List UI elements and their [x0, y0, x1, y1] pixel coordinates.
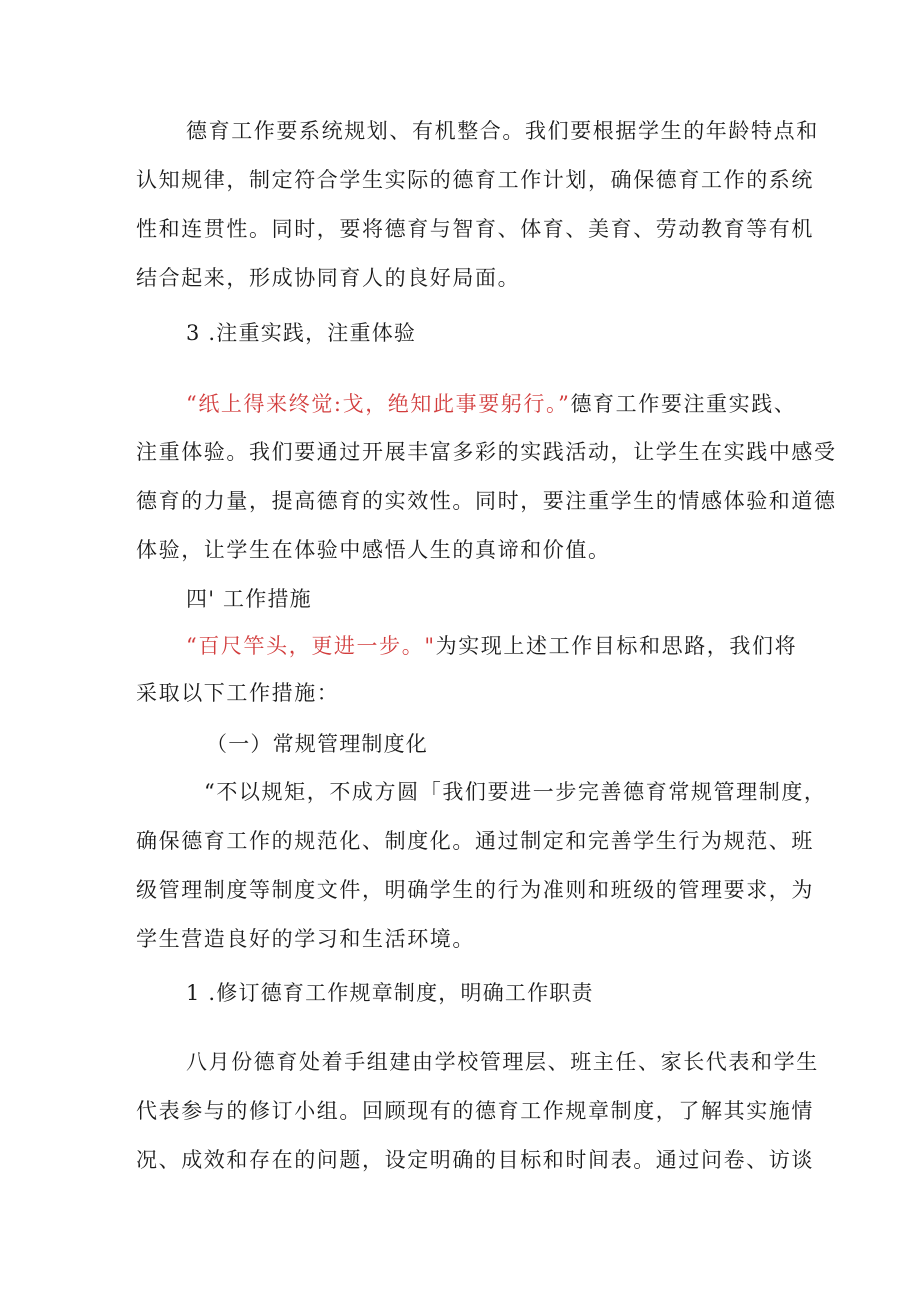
- paragraph-1-line-4: 结合起来，形成协同育人的良好局面。: [136, 266, 521, 290]
- paragraph-2-line-1-rest: 德育工作要注重实践、: [570, 392, 797, 416]
- paragraph-5-line-1: 八月份德育处着手组建由学校管理层、班主任、家长代表和学生: [186, 1050, 819, 1074]
- paragraph-4-line-3: 级管理制度等制度文件，明确学生的行为准则和班级的管理要求，为: [136, 878, 814, 902]
- paragraph-3-line-1-rest: 为实现上述工作目标和思路，我们将: [435, 634, 798, 658]
- section-heading-four: 四' 工作措施: [186, 587, 312, 611]
- paragraph-4-line-2: 确保德育工作的规范化、制度化。通过制定和完善学生行为规范、班: [136, 829, 814, 853]
- quote-red-text: “纸上得来终觉:戈，绝知此事要躬行。”: [186, 392, 571, 416]
- paragraph-2-line-3: 德育的力量，提高德育的实效性。同时，要注重学生的情感体验和道德: [136, 489, 837, 513]
- paragraph-2-line-1: [186, 389, 796, 419]
- section-heading-3: 3 .注重实践，注重体验: [186, 321, 417, 345]
- paragraph-5-line-3: 况、成效和存在的问题，设定明确的目标和时间表。通过问卷、访谈: [136, 1148, 814, 1172]
- paragraph-3-line-1: [186, 631, 797, 661]
- paragraph-4-line-4: 学生营造良好的学习和生活环境。: [136, 927, 475, 951]
- paragraph-2-line-2: 注重体验。我们要通过开展丰富多彩的实践活动，让学生在实践中感受: [136, 440, 837, 464]
- paragraph-3-line-2: 采取以下工作措施：: [136, 681, 340, 705]
- section-heading-1: 1 .修订德育工作规章制度，明确工作职责: [186, 981, 594, 1005]
- paragraph-5-line-2: 代表参与的修订小组。回顾现有的德育工作规章制度，了解其实施情: [136, 1099, 814, 1123]
- paragraph-2-line-4: 体验，让学生在体验中感悟人生的真谛和价值。: [136, 538, 611, 562]
- paragraph-1-line-2: 认知规律，制定符合学生实际的德育工作计划，确保德育工作的系统: [136, 168, 814, 192]
- paragraph-1-line-1: 德育工作要系统规划、有机整合。我们要根据学生的年龄特点和: [186, 119, 819, 143]
- subsection-heading-1: （一）常规管理制度化: [206, 732, 428, 756]
- paragraph-4-line-1: “不以规矩，不成方圆「我们要进一步完善德育常规管理制度，: [204, 780, 827, 804]
- quote-red-text: “百尺竿头，更进一步。": [186, 634, 436, 658]
- paragraph-1-line-3: 性和连贯性。同时，要将德育与智育、体育、美育、劳动教育等有机: [136, 217, 814, 241]
